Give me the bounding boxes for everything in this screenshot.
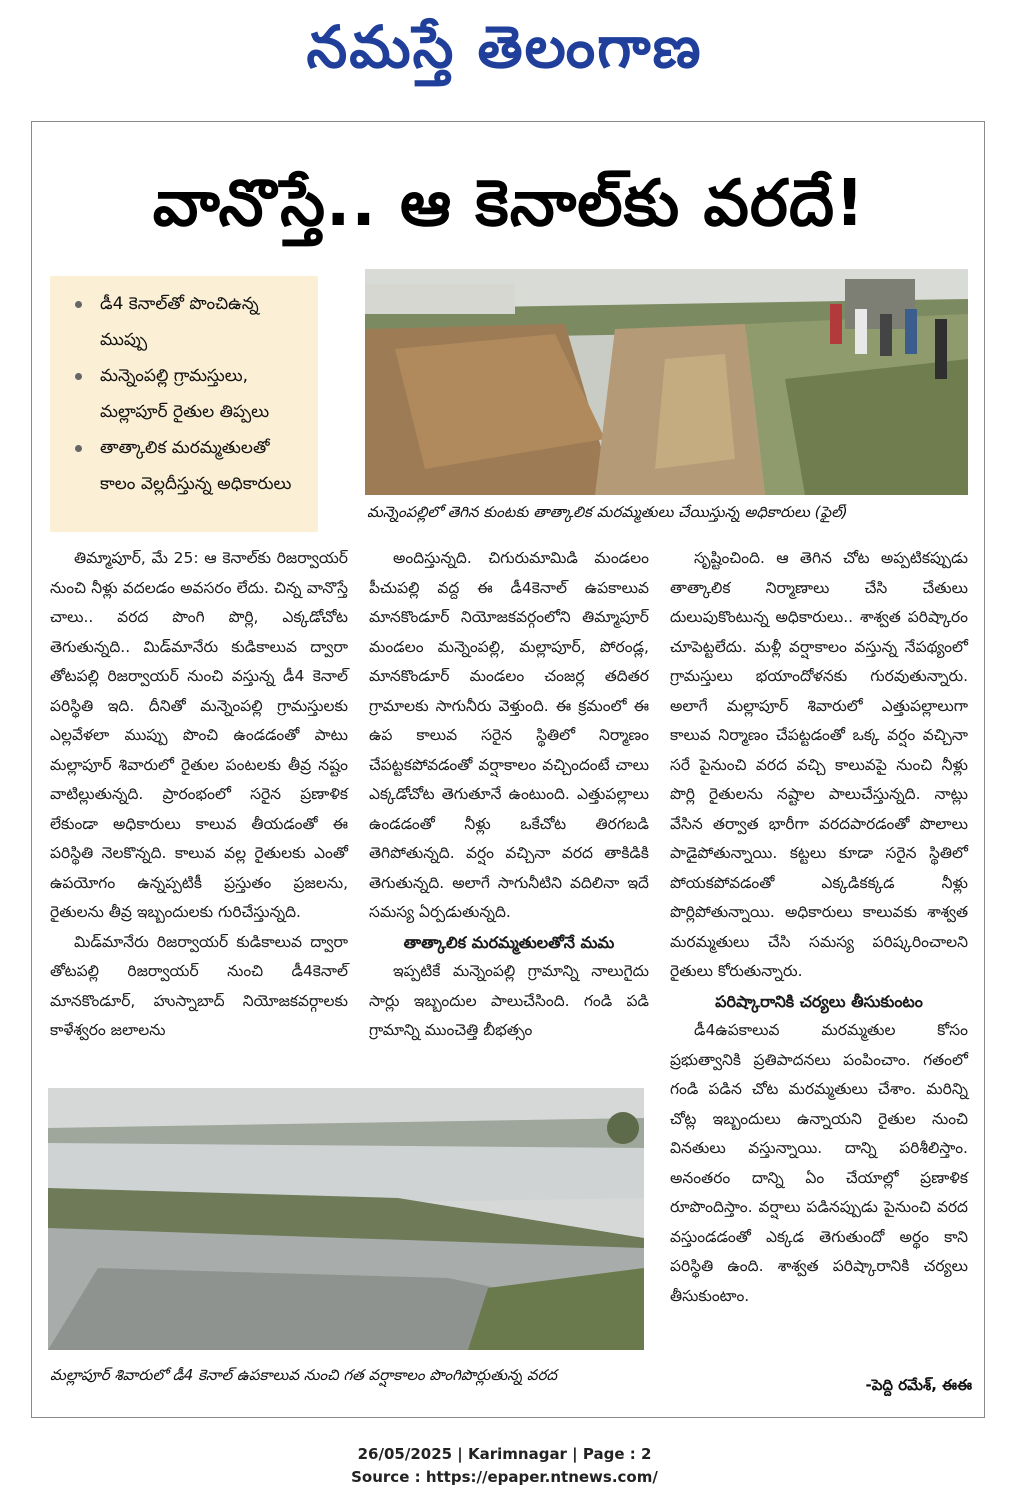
paragraph: డీ4ఉపకాలువ మరమ్మతుల కోసం ప్రభుత్వానికి ప్రతిపాదనలు పంపించాం. గతంలో గండి పడిన చోట మరమ్మతులు చేశాం. మరిన్ని చోట్ల ఇబ్బందులు ఉన్నాయని రైతుల నుంచి వినతులు వస్తున్నాయి. దాన్ని పరిశీలిస్తాం. అనంతరం దాన్ని ఏం చేయాల్లో ప్రణాళిక రూపొందిస్తాం. వర్షాలు పడినప్పుడు పైనుంచి వరద వస్తుండడంతో ఎక్కడ తెగుతుందో అర్థం కాని పరిస్థితి ఉంది. శాశ్వత పరిష్కారానికి చర్యలు తీసుకుంటాం.	[670, 1021, 968, 1305]
article-column-1	[50, 544, 348, 1046]
footer-date-line: 26/05/2025 | Karimnagar | Page : 2	[357, 1445, 652, 1463]
paragraph: అందిస్తున్నది. చిగురుమామిడి మండలం పీచుపల్లి వద్ద ఈ డీ4కెనాల్ ఉపకాలువ మానకొండూర్ నియోజకవర్గంలోని తిమ్మాపూర్ మండలం మన్నెంపల్లి, మల్లాపూర్, పోరండ్ల, మానకొండూర్ మండలం చంజర్ల తదితర గ్రామాలకు సాగునీరు వెళ్తుంది. ఈ క్రమంలో ఈ ఉప కాలువ సరైన స్థితిలో నిర్మాణం చేపట్టకపోవడంతో వర్షాకాలం వచ్చిందంటే చాలు ఎక్కడోచోట తెగుతూనే ఉంటుంది. ఎత్తుపల్లాలు ఉండడంతో నీళ్లు ఒకేచోట తిరగబడి తెగిపోతున్నది. వర్షం వచ్చినా వరద తాకిడికి తెగుతున్నది. అలాగే సాగునీటిని వదిలినా ఇదే సమస్య ఏర్పడుతున్నది.	[369, 549, 649, 921]
paragraph: తిమ్మాపూర్, మే 25: ఆ కెనాల్‌కు రిజర్వాయర్ నుంచి నీళ్లు వదలడం అవసరం లేదు. చిన్న వానొస్తే చాలు.. వరద పొంగి పొర్లి, ఎక్కడోచోట తెగుతున్నది.. మిడ్‌మానేరు కుడికాలువ ద్వారా తోటపల్లి రిజర్వాయర్ నుంచి వస్తున్న డీ4 కెనాల్ పరిస్థితి ఇది. దీనితో మన్నెంపల్లి గ్రామస్తులకు ఎల్లవేళలా ముప్పు పొంచి ఉండడంతో పాటు మల్లాపూర్ శివారులో రైతుల పంటలకు తీవ్ర నష్టం వాటిల్లుతున్నది. ప్రారంభంలో సరైన ప్రణాళిక లేకుండా అధికారులు కాలువ తీయడంతో ఈ పరిస్థితి నెలకొన్నది. కాలువ వల్ల రైతులకు ఎంతో ఉపయోగం ఉన్నప్పటికీ ప్రస్తుతం ప్రజలను, రైతులను తీవ్ర ఇబ్బందులకు గురిచేస్తున్నది.	[50, 549, 348, 921]
highlights-box	[50, 276, 318, 532]
footer-source-line: Source : https://epaper.ntnews.com/	[351, 1468, 658, 1486]
article-column-3	[670, 544, 968, 1311]
top-photo-caption: మన్నెంపల్లిలో తెగిన కుంటకు తాత్కాలిక మరమ్మతులు చేయిస్తున్న అధికారులు (ఫైల్)	[367, 503, 848, 521]
masthead	[0, 0, 1009, 108]
article-headline: వానొస్తే.. ఆ కెనాల్‌కు వరదే!	[152, 167, 866, 241]
subheading: తాత్కాలిక మరమ్మతులతోనే మమ	[403, 932, 615, 952]
highlight-item: మన్నెంపల్లి గ్రామస్తులు, మల్లాపూర్ రైతుల తిప్పలు	[60, 358, 310, 430]
masthead-title: నమస్తే తెలంగాణ	[306, 12, 703, 81]
paragraph: మిడ్‌మానేరు రిజర్వాయర్ కుడికాలువ ద్వారా తోటపల్లి రిజర్వాయర్ నుంచి డీ4కెనాల్ మానకొండూర్, హుస్నాబాద్ నియోజకవర్గాలకు కాళేశ్వరం జలాలను	[50, 932, 348, 1039]
highlight-item: తాత్కాలిక మరమ్మతులతో కాలం వెల్లదీస్తున్న అధికారులు	[60, 430, 310, 502]
paragraph: సృష్టించింది. ఆ తెగిన చోట అప్పటికప్పుడు తాత్కాలిక నిర్మాణాలు చేసి చేతులు దులుపుకొంటున్న అధికారులు.. శాశ్వత పరిష్కారం చూపెట్టలేదు. మళ్లీ వర్షాకాలం వస్తున్న నేపథ్యంలో గ్రామస్తులు భయాందోళనకు గురవుతున్నారు. అలాగే మల్లాపూర్ శివారులో ఎత్తుపల్లాలుగా కాలువ నిర్మాణం చేపట్టడంతో ఒక్క వర్షం వచ్చినా సరే పైనుంచి వరద వచ్చి కాలువపై నుంచి నీళ్లు పొర్లి రైతులను నష్టాల పాలుచేస్తున్నది. నాట్లు వేసిన తర్వాత భారీగా వరదపారడంతో పొలాలు పాడైపోతున్నాయి. కట్టలు కూడా సరైన స్థితిలో పోయకపోవడంతో ఎక్కడికక్కడ నీళ్లు పొర్లిపోతున్నాయి. అధికారులు కాలువకు శాశ్వత మరమ్మతులు చేసి సమస్య పరిష్కరించాలని రైతులు కోరుతున్నారు.	[670, 549, 968, 980]
subheading: పరిష్కారానికి చర్యలు తీసుకుంటం	[715, 991, 923, 1011]
reporter-signoff: -పెద్ది రమేశ్, ఈఈ	[865, 1376, 972, 1394]
paragraph: ఇప్పటికే మన్నెంపల్లి గ్రామాన్ని నాలుగైదు సార్లు ఇబ్బందుల పాలుచేసింది. గండి పడి గ్రామాన్ని ముంచెత్తి బీభత్సం	[369, 962, 649, 1039]
canal-repair-photo	[365, 269, 968, 495]
article-column-2	[369, 544, 649, 1046]
bottom-photo-caption: మల్లాపూర్ శివారులో డీ4 కెనాల్ ఉపకాలువ నుంచి గత వర్షాకాలం పొంగిపొర్లుతున్న వరద	[50, 1366, 557, 1384]
article-frame	[31, 121, 985, 1418]
highlight-item: డీ4 కెనాల్‌తో పొంచిఉన్న ముప్పు	[60, 286, 310, 358]
canal-flood-photo	[48, 1088, 644, 1350]
